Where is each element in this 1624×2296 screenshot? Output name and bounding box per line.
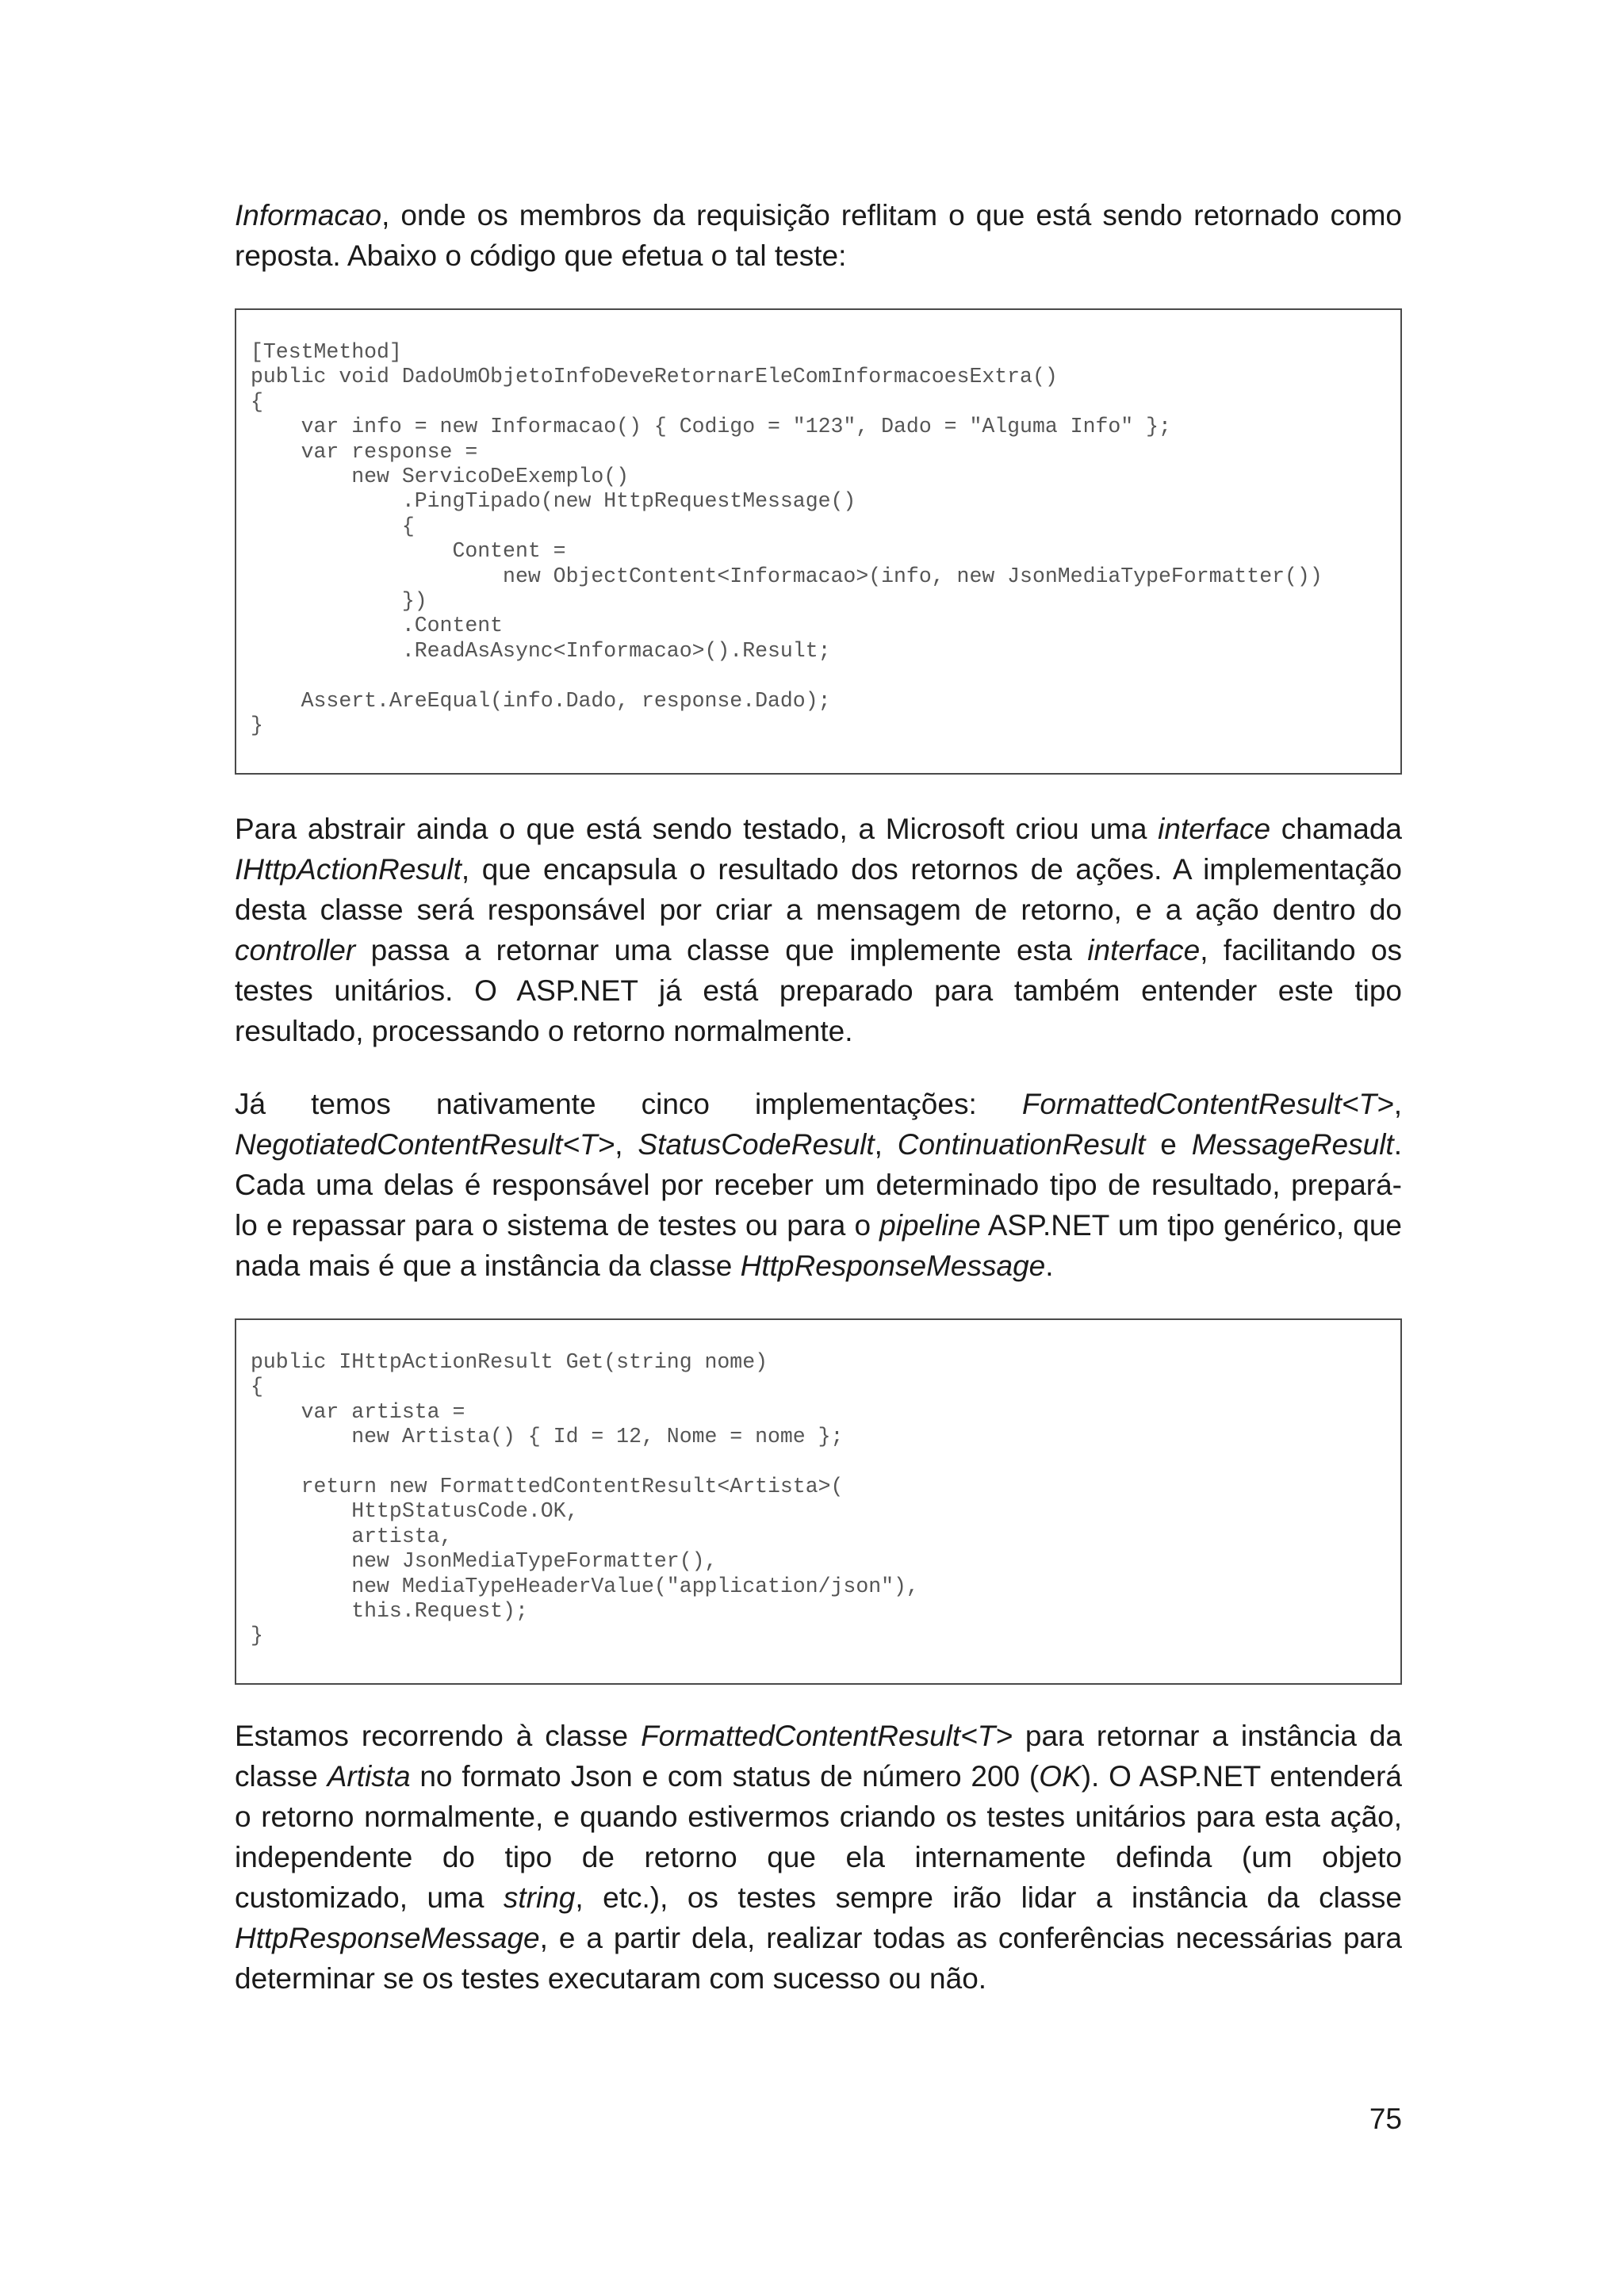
- text-line: [235, 195, 1402, 235]
- emphasis: Informacao: [235, 199, 382, 232]
- intro-paragraph: [235, 195, 1402, 276]
- text-line: classe Artista no formato Json e com status de número 200 (OK). O ASP.NET entenderá: [235, 1760, 1402, 1793]
- text-line: nada mais é que a instância da classe HttpResponseMessage.: [235, 1249, 1054, 1282]
- paragraph-formatted-content: [235, 1716, 1402, 1999]
- text-line: o retorno normalmente, e quando estivermos criando os testes unitários para esta ação,: [235, 1800, 1402, 1833]
- text-line: Cada uma delas é responsável por receber um determinado tipo de resultado, prepará-: [235, 1169, 1402, 1201]
- text-line: IHttpActionResult, que encapsula o resultado dos retornos de ações. A implementação: [235, 853, 1402, 886]
- text-line: controller passa a retornar uma classe que implemente esta interface, facilitando os: [235, 934, 1402, 966]
- code-block-test-method: [235, 308, 1402, 775]
- text-line: customizado, uma string, etc.), os testes sempre irão lidar a instância da classe: [235, 1881, 1402, 1914]
- paragraph-ihttpactionresult: [235, 809, 1402, 1051]
- text-line: HttpResponseMessage, e a partir dela, realizar todas as conferências necessárias para: [235, 1922, 1402, 1954]
- code-text: [TestMethod] public void DadoUmObjetoInfoDeveRetornarEleComInformacoesExtra() { var info = new Informacao() { Codigo = "123", Dado = "Alguma Info" }; var response = new ServicoDeExemplo() .PingTipado(new HttpRequestMessage() { Content = new ObjectContent<Informacao>(info, new JsonMediaTypeFormatter()) }) .Content .ReadAsAsync<Informacao>().Result; Assert.AreEqual(info.Dado, response.Dado); }: [251, 340, 1323, 738]
- code-text: public IHttpActionResult Get(string nome) { var artista = new Artista() { Id = 12, Nome = nome }; return new FormattedContentResult<Artista>( HttpStatusCode.OK, artista, new JsonMediaTypeFormatter(), new MediaTypeHeaderValue("application/json"), this.Request); }: [251, 1350, 919, 1648]
- text-line: desta classe será responsável por criar a mensagem de retorno, e a ação dentro do: [235, 894, 1402, 926]
- text-line: independente do tipo de retorno que ela internamente definda (um objeto: [235, 1841, 1402, 1873]
- text-line: NegotiatedContentResult<T>, StatusCodeResult, ContinuationResult e MessageResult.: [235, 1128, 1402, 1161]
- text-line: Para abstrair ainda o que está sendo testado, a Microsoft criou uma interface chamada: [235, 813, 1402, 845]
- text-span: , onde os membros da requisição reflitam o que está sendo retornado como: [381, 199, 1402, 232]
- code-block-get-method: [235, 1318, 1402, 1685]
- text-line: resultado, processando o retorno normalmente.: [235, 1015, 853, 1047]
- text-line: lo e repassar para o sistema de testes ou para o pipeline ASP.NET um tipo genérico, que: [235, 1209, 1403, 1242]
- text-line: testes unitários. O ASP.NET já está preparado para também entender este tipo: [235, 974, 1402, 1007]
- text-line: determinar se os testes executaram com sucesso ou não.: [235, 1962, 987, 1995]
- text-line: Já temos nativamente cinco implementações: FormattedContentResult<T>,: [235, 1088, 1402, 1120]
- page-number: 75: [1369, 2103, 1402, 2135]
- text-line: reposta. Abaixo o código que efetua o tal teste:: [235, 239, 847, 272]
- text-line: Estamos recorrendo à classe FormattedContentResult<T> para retornar a instância da: [235, 1720, 1403, 1752]
- paragraph-implementations: [235, 1084, 1402, 1286]
